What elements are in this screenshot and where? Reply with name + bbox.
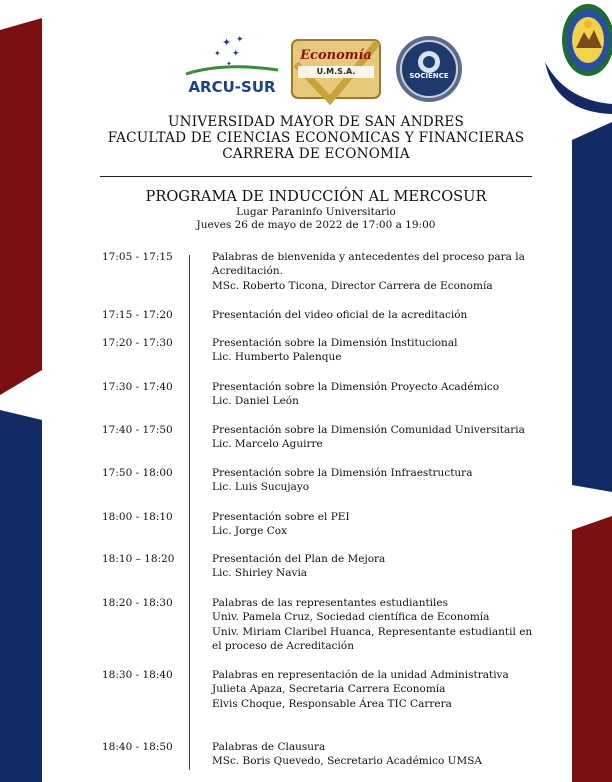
- gear-icon: [394, 34, 464, 104]
- agenda-activity: Palabras de bienvenida y antecedentes del proceso para la: [212, 251, 525, 263]
- agenda-description: [212, 596, 552, 654]
- agenda-speaker: MSc. Boris Quevedo, Secretario Académico UMSA: [212, 755, 483, 768]
- agenda-time: 17:15 - 17:20: [102, 309, 173, 321]
- career-name: CARRERA DE ECONOMIA: [222, 146, 410, 162]
- right-red-band: [572, 516, 612, 782]
- svg-text:✦: ✦: [226, 60, 232, 68]
- agenda-speaker: Lic. Humberto Palenque: [212, 351, 342, 364]
- agenda-speaker: el proceso de Acreditación: [212, 640, 354, 653]
- agenda-activity: Presentación sobre el PEI: [212, 511, 350, 523]
- agenda-speaker: Elvis Choque, Responsable Área TIC Carrera: [212, 697, 452, 710]
- header-divider: [100, 176, 532, 177]
- svg-text:✦: ✦: [214, 49, 221, 58]
- agenda-time: 18:40 - 18:50: [102, 741, 173, 753]
- svg-text:✦: ✦: [236, 35, 244, 45]
- agenda-time: 17:30 - 17:40: [102, 381, 173, 393]
- arcu-sur-label: ARCU-SUR: [188, 78, 276, 96]
- program-title: PROGRAMA DE INDUCCIÓN AL MERCOSUR: [145, 188, 487, 205]
- agenda-description: [212, 668, 552, 711]
- economia-umsa-logo: [290, 36, 382, 106]
- agenda-description: [212, 510, 552, 539]
- agenda-description: [212, 380, 552, 409]
- arcu-sur-logo: [184, 32, 280, 102]
- agenda-speaker: Lic. Luis Sucujayo: [212, 481, 310, 494]
- agenda-description: [212, 250, 552, 293]
- agenda-activity: Palabras de Clausura: [212, 741, 326, 753]
- umsa-label: U.M.S.A.: [316, 67, 356, 76]
- socience-logo: [394, 34, 464, 104]
- agenda-speaker: Lic. Daniel León: [212, 395, 299, 408]
- economia-label: Economía: [300, 48, 372, 63]
- agenda-activity: Palabras en representación de la unidad Administrativa: [212, 669, 509, 681]
- agenda-speaker: Acreditación.: [212, 265, 283, 278]
- agenda-time: 18:20 - 18:30: [102, 597, 173, 609]
- agenda-speaker: Julieta Apaza, Secretaria Carrera Economía: [212, 683, 446, 696]
- left-navy-band: [0, 410, 42, 782]
- agenda-time: 17:20 - 17:30: [102, 337, 173, 349]
- svg-text:✦: ✦: [232, 49, 240, 59]
- svg-text:✦: ✦: [222, 36, 232, 49]
- agenda-description: [212, 740, 552, 769]
- agenda-activity: Presentación del video oficial de la acreditación: [212, 309, 468, 321]
- agenda-time: 18:10 – 18:20: [102, 553, 175, 565]
- agenda-description: [212, 336, 552, 365]
- agenda-time: 18:00 - 18:10: [102, 511, 173, 523]
- agenda-speaker: Univ. Pamela Cruz, Sociedad científica de Economía: [212, 611, 490, 624]
- agenda-speaker: Univ. Miriam Claribel Huanca, Representante estudiantil en: [212, 625, 533, 638]
- agenda-activity: Presentación sobre la Dimensión Infraestructura: [212, 467, 473, 479]
- agenda-activity: Presentación sobre la Dimensión Proyecto Académico: [212, 381, 500, 393]
- agenda-activity: Presentación sobre la Dimensión Institucional: [212, 337, 458, 349]
- agenda-activity: Presentación sobre la Dimensión Comunidad Universitaria: [212, 424, 525, 436]
- agenda-description: [212, 466, 552, 495]
- agenda-speaker: MSc. Roberto Ticona, Director Carrera de Economía: [212, 279, 493, 292]
- agenda-time: 17:50 - 18:00: [102, 467, 173, 479]
- agenda-speaker: Lic. Jorge Cox: [212, 525, 287, 538]
- program-title-block: [100, 188, 532, 231]
- agenda-time: 17:40 - 17:50: [102, 424, 173, 436]
- agenda-speaker: Lic. Marcelo Aguirre: [212, 438, 323, 451]
- institution-header: [100, 114, 532, 162]
- logo-strip: [0, 0, 612, 110]
- agenda-description: [212, 552, 552, 581]
- university-name: UNIVERSIDAD MAYOR DE SAN ANDRES: [168, 114, 464, 130]
- agenda-time: 18:30 - 18:40: [102, 669, 173, 681]
- agenda-speaker: Lic. Shirley Navia: [212, 567, 308, 580]
- agenda-divider-line: [189, 255, 190, 770]
- right-navy-band: [572, 122, 612, 492]
- socience-label: SOCIENCE: [409, 72, 449, 80]
- agenda-activity: Presentación del Plan de Mejora: [212, 553, 386, 565]
- agenda-description: [212, 308, 552, 322]
- agenda-description: [212, 423, 552, 452]
- program-place: Lugar Paraninfo Universitario: [236, 206, 396, 218]
- stars-icon: [184, 32, 280, 82]
- program-date: Jueves 26 de mayo de 2022 de 17:00 a 19:00: [196, 218, 436, 231]
- faculty-name: FACULTAD DE CIENCIAS ECONOMICAS Y FINANCIERAS: [107, 130, 525, 146]
- agenda-activity: Palabras de las representantes estudiantiles: [212, 597, 448, 609]
- agenda-time: 17:05 - 17:15: [102, 251, 173, 263]
